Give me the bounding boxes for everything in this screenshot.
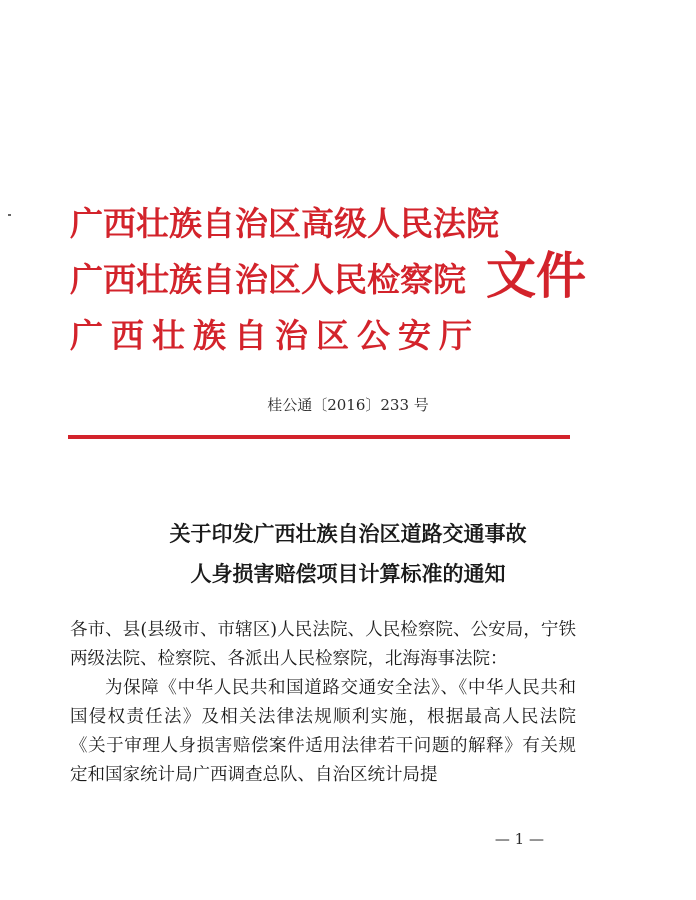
notice-body: [70, 616, 576, 790]
red-separator-rule: [68, 435, 570, 439]
issuer-public-security: 广西壮族自治区公安厅: [70, 316, 480, 355]
scan-edge-mark: [8, 214, 11, 216]
issuer-high-court: 广西壮族自治区高级人民法院: [70, 204, 499, 243]
notice-title: [0, 514, 696, 594]
page-number: — 1 —: [494, 830, 544, 848]
notice-title-line-2: 人身损害赔偿项目计算标准的通知: [190, 561, 506, 586]
document-number: 桂公通〔2016〕233 号: [267, 396, 429, 414]
addressees-paragraph: 各市、县(县级市、市辖区)人民法院、人民检察院、公安局，宁铁两级法院、检察院、各派出人民检察院，北海海事法院：: [70, 620, 576, 669]
document-header-suffix: 文件: [486, 246, 586, 305]
issuer-procuratorate: 广西壮族自治区人民检察院: [70, 260, 466, 299]
body-paragraph-1: 为保障《中华人民共和国道路交通安全法》、《中华人民共和国侵权责任法》及相关法律法规顺利实施，根据最高人民法院《关于审理人身损害赔偿案件适用法律若干问题的解释》有关规定和国家统计局广西调查总队、自治区统计局提: [70, 678, 576, 785]
notice-title-line-1: 关于印发广西壮族自治区道路交通事故: [169, 521, 527, 546]
issuing-authorities: [70, 196, 499, 364]
